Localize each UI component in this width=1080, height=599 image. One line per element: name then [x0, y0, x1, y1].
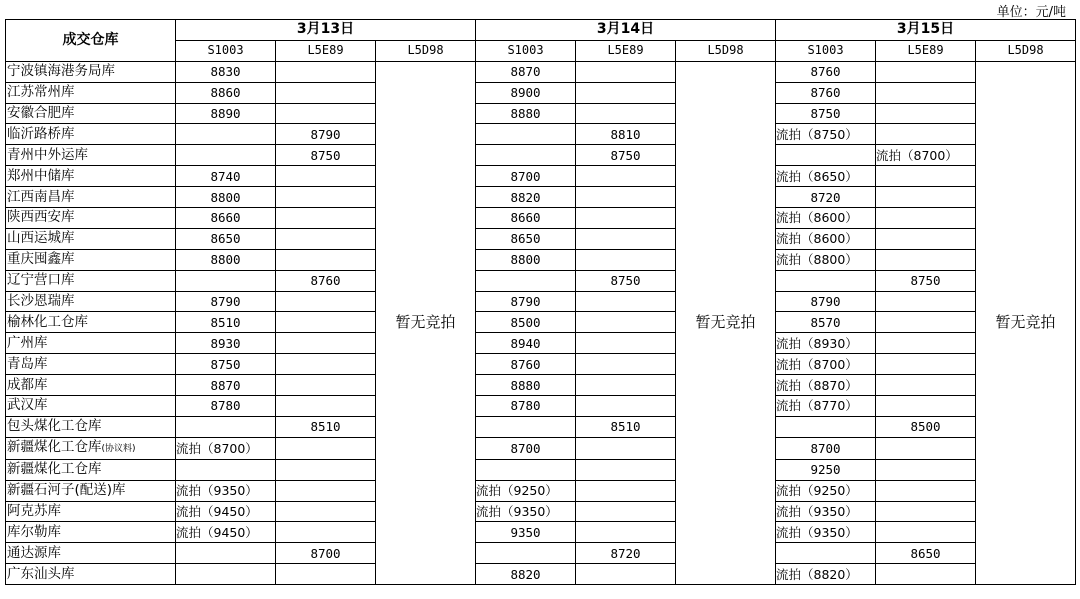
- table-row: [6, 291, 1076, 312]
- price-cell: 流拍（9350）: [176, 480, 276, 501]
- price-cell: [576, 166, 676, 187]
- price-cell: 8940: [476, 333, 576, 354]
- price-cell: [276, 375, 376, 396]
- table-row: [6, 312, 1076, 333]
- header-product: S1003: [476, 40, 576, 61]
- price-cell: [276, 564, 376, 585]
- warehouse-label: 包头煤化工仓库: [7, 418, 102, 435]
- price-cell: [876, 396, 976, 417]
- table-row: [6, 501, 1076, 522]
- price-cell: 流拍（9350）: [776, 522, 876, 543]
- price-cell: 8870: [476, 61, 576, 82]
- price-cell: 流拍（9350）: [776, 501, 876, 522]
- header-date-2: 3月14日: [476, 20, 776, 41]
- price-cell: [476, 145, 576, 166]
- warehouse-name: [6, 459, 176, 480]
- price-cell: 8750: [176, 354, 276, 375]
- price-cell: [876, 208, 976, 229]
- price-cell: [876, 187, 976, 208]
- price-cell: 8800: [476, 249, 576, 270]
- price-cell: 流拍（8600）: [776, 228, 876, 249]
- price-cell: [176, 124, 276, 145]
- price-cell: [876, 480, 976, 501]
- price-cell: 8860: [176, 82, 276, 103]
- warehouse-note: (协议料): [101, 443, 136, 454]
- price-cell: [576, 103, 676, 124]
- price-cell: 8500: [876, 416, 976, 437]
- price-cell: [876, 166, 976, 187]
- table-body: [6, 61, 1076, 584]
- price-cell: 8570: [776, 312, 876, 333]
- price-cell: 8510: [276, 416, 376, 437]
- header-product: L5D98: [976, 40, 1076, 61]
- unit-label: 单位：元/吨: [996, 5, 1066, 20]
- warehouse-name: [6, 333, 176, 354]
- warehouse-name: [6, 145, 176, 166]
- table-row: [6, 228, 1076, 249]
- warehouse-label: 江苏常州库: [7, 84, 75, 101]
- price-cell: 8900: [476, 82, 576, 103]
- price-cell: [876, 501, 976, 522]
- price-cell: [476, 124, 576, 145]
- price-cell: [276, 103, 376, 124]
- price-cell: 8880: [476, 103, 576, 124]
- warehouse-label: 山西运城库: [7, 230, 75, 247]
- price-cell: 8800: [176, 187, 276, 208]
- warehouse-name: [6, 208, 176, 229]
- price-cell: 8800: [176, 249, 276, 270]
- table-row: [6, 354, 1076, 375]
- price-cell: 流拍（8700）: [876, 145, 976, 166]
- header-warehouse: 成交仓库: [6, 20, 176, 62]
- price-cell: 流拍（9250）: [476, 480, 576, 501]
- warehouse-label: 广州库: [7, 334, 48, 351]
- price-cell: [876, 228, 976, 249]
- price-cell: [476, 543, 576, 564]
- price-cell: [276, 333, 376, 354]
- price-cell: [876, 124, 976, 145]
- warehouse-name: [6, 396, 176, 417]
- price-cell: [476, 416, 576, 437]
- price-cell: 流拍（8800）: [776, 249, 876, 270]
- price-cell: 8700: [476, 166, 576, 187]
- price-cell: 8750: [276, 145, 376, 166]
- price-cell: 8820: [476, 187, 576, 208]
- price-cell: 8760: [276, 270, 376, 291]
- price-cell: [276, 480, 376, 501]
- price-cell: 流拍（9450）: [176, 501, 276, 522]
- price-cell: [276, 459, 376, 480]
- price-cell: [276, 501, 376, 522]
- header-product: S1003: [176, 40, 276, 61]
- warehouse-name: [6, 166, 176, 187]
- warehouse-name: [6, 103, 176, 124]
- price-cell: [276, 208, 376, 229]
- table-row: [6, 333, 1076, 354]
- price-cell: 流拍（9450）: [176, 522, 276, 543]
- table-row: [6, 124, 1076, 145]
- warehouse-name: [6, 543, 176, 564]
- warehouse-name: [6, 124, 176, 145]
- price-cell: 8790: [176, 291, 276, 312]
- warehouse-label: 临沂路桥库: [7, 125, 75, 142]
- no-bid-cell: 暂无竞拍: [376, 61, 476, 584]
- price-cell: 流拍（8700）: [176, 437, 276, 459]
- price-cell: 8720: [776, 187, 876, 208]
- warehouse-label: 阿克苏库: [7, 503, 61, 520]
- price-cell: [476, 270, 576, 291]
- warehouse-name: [6, 522, 176, 543]
- table-row: [6, 437, 1076, 459]
- price-cell: [876, 375, 976, 396]
- price-cell: 8720: [576, 543, 676, 564]
- price-cell: 流拍（8700）: [776, 354, 876, 375]
- price-cell: [276, 187, 376, 208]
- warehouse-label: 武汉库: [7, 397, 48, 414]
- price-cell: [576, 480, 676, 501]
- price-cell: 8760: [776, 82, 876, 103]
- warehouse-name: [6, 375, 176, 396]
- price-cell: 8760: [476, 354, 576, 375]
- price-cell: 8700: [276, 543, 376, 564]
- warehouse-label: 安徽合肥库: [7, 105, 75, 121]
- price-cell: [776, 270, 876, 291]
- price-cell: 8510: [176, 312, 276, 333]
- table-row: [6, 480, 1076, 501]
- warehouse-name: [6, 501, 176, 522]
- price-cell: 8750: [876, 270, 976, 291]
- price-cell: 8510: [576, 416, 676, 437]
- warehouse-label: 青岛库: [7, 355, 48, 372]
- warehouse-label: 成都库: [7, 376, 48, 393]
- price-cell: 8880: [476, 375, 576, 396]
- price-cell: [576, 354, 676, 375]
- warehouse-label: 长沙恩瑞库: [7, 293, 75, 310]
- price-cell: 8650: [176, 228, 276, 249]
- price-cell: [276, 249, 376, 270]
- warehouse-name: [6, 312, 176, 333]
- price-cell: 8740: [176, 166, 276, 187]
- table-row: [6, 396, 1076, 417]
- warehouse-name: [6, 249, 176, 270]
- price-cell: [876, 103, 976, 124]
- price-cell: [876, 564, 976, 585]
- price-cell: 流拍（9350）: [476, 501, 576, 522]
- price-cell: [776, 416, 876, 437]
- price-cell: [576, 61, 676, 82]
- header-product: L5E89: [576, 40, 676, 61]
- table-row: [6, 208, 1076, 229]
- price-cell: [876, 61, 976, 82]
- price-cell: [276, 354, 376, 375]
- header-date-1: 3月13日: [176, 20, 476, 41]
- price-cell: [876, 333, 976, 354]
- warehouse-label: 江西南昌库: [7, 188, 75, 205]
- price-cell: [776, 543, 876, 564]
- header-product: L5E89: [276, 40, 376, 61]
- price-cell: 8890: [176, 103, 276, 124]
- price-cell: 8760: [776, 61, 876, 82]
- price-cell: 8650: [476, 228, 576, 249]
- no-bid-cell: 暂无竞拍: [976, 61, 1076, 584]
- header-product: L5E89: [876, 40, 976, 61]
- warehouse-label: 新疆煤化工仓库: [7, 461, 102, 478]
- table-row: [6, 166, 1076, 187]
- warehouse-label: 宁波镇海港务局库: [7, 63, 115, 80]
- price-cell: [576, 437, 676, 459]
- table-row: [6, 522, 1076, 543]
- price-cell: [876, 249, 976, 270]
- warehouse-name: [6, 416, 176, 437]
- price-cell: [576, 333, 676, 354]
- price-cell: [276, 396, 376, 417]
- table-row: [6, 543, 1076, 564]
- price-cell: [576, 228, 676, 249]
- table-row: [6, 187, 1076, 208]
- table-row: [6, 270, 1076, 291]
- price-cell: 8700: [476, 437, 576, 459]
- price-cell: 8750: [576, 145, 676, 166]
- warehouse-label: 通达源库: [7, 544, 61, 561]
- price-cell: 流拍（8600）: [776, 208, 876, 229]
- price-cell: 8790: [276, 124, 376, 145]
- warehouse-label: 新疆石河子(配送)库: [7, 482, 126, 499]
- header-product: L5D98: [376, 40, 476, 61]
- warehouse-name: [6, 228, 176, 249]
- price-cell: [576, 375, 676, 396]
- price-cell: [576, 82, 676, 103]
- price-cell: 流拍（8750）: [776, 124, 876, 145]
- warehouse-label: 重庆囤鑫库: [7, 251, 75, 268]
- table-row: [6, 82, 1076, 103]
- price-cell: [876, 459, 976, 480]
- price-cell: 流拍（8930）: [776, 333, 876, 354]
- table-row: [6, 375, 1076, 396]
- price-cell: [576, 396, 676, 417]
- price-cell: [876, 312, 976, 333]
- price-cell: 8660: [476, 208, 576, 229]
- price-cell: 流拍（9250）: [776, 480, 876, 501]
- price-cell: [876, 354, 976, 375]
- price-cell: [876, 291, 976, 312]
- price-cell: 流拍（8870）: [776, 375, 876, 396]
- price-cell: [276, 437, 376, 459]
- price-cell: [276, 228, 376, 249]
- price-cell: [576, 522, 676, 543]
- table-row: [6, 416, 1076, 437]
- price-cell: [176, 145, 276, 166]
- price-cell: [576, 249, 676, 270]
- warehouse-name: [6, 82, 176, 103]
- price-cell: [776, 145, 876, 166]
- price-cell: [576, 312, 676, 333]
- price-cell: 流拍（8770）: [776, 396, 876, 417]
- price-cell: [576, 459, 676, 480]
- price-cell: 8790: [476, 291, 576, 312]
- warehouse-label: 青州中外运库: [7, 146, 88, 163]
- price-cell: 8780: [176, 396, 276, 417]
- price-cell: 9250: [776, 459, 876, 480]
- price-cell: [276, 291, 376, 312]
- price-cell: 8790: [776, 291, 876, 312]
- price-cell: 流拍（8650）: [776, 166, 876, 187]
- no-bid-cell: 暂无竞拍: [676, 61, 776, 584]
- warehouse-name: [6, 354, 176, 375]
- price-cell: [276, 312, 376, 333]
- price-cell: 8820: [476, 564, 576, 585]
- table-row: [6, 459, 1076, 480]
- price-cell: [876, 522, 976, 543]
- price-cell: [176, 416, 276, 437]
- warehouse-label: 库尔勒库: [7, 523, 61, 540]
- price-cell: [276, 61, 376, 82]
- price-cell: 8870: [176, 375, 276, 396]
- warehouse-name: [6, 187, 176, 208]
- price-cell: 8500: [476, 312, 576, 333]
- price-cell: [876, 437, 976, 459]
- warehouse-name: [6, 291, 176, 312]
- warehouse-name: [6, 480, 176, 501]
- price-cell: [276, 166, 376, 187]
- price-cell: [276, 82, 376, 103]
- price-cell: [176, 543, 276, 564]
- table-row: [6, 61, 1076, 82]
- price-cell: [176, 270, 276, 291]
- table-row: [6, 103, 1076, 124]
- table-row: [6, 564, 1076, 585]
- warehouse-label: 榆林化工仓库: [7, 313, 88, 330]
- price-cell: 8650: [876, 543, 976, 564]
- price-cell: [276, 522, 376, 543]
- warehouse-label: 广东汕头库: [7, 565, 75, 582]
- price-cell: [176, 459, 276, 480]
- price-cell: [576, 208, 676, 229]
- warehouse-name: [6, 61, 176, 82]
- table-row: [6, 145, 1076, 166]
- price-cell: 8930: [176, 333, 276, 354]
- price-cell: 8780: [476, 396, 576, 417]
- header-product: L5D98: [676, 40, 776, 61]
- price-cell: [576, 187, 676, 208]
- price-cell: 8750: [776, 103, 876, 124]
- price-cell: [576, 501, 676, 522]
- warehouse-label: 郑州中储库: [7, 167, 75, 184]
- price-cell: 8830: [176, 61, 276, 82]
- header-date-3: 3月15日: [776, 20, 1076, 41]
- warehouse-label: 新疆煤化工仓库: [7, 438, 102, 455]
- price-cell: 9350: [476, 522, 576, 543]
- warehouse-name: [6, 270, 176, 291]
- warehouse-label: 辽宁营口库: [7, 272, 75, 289]
- header-product: S1003: [776, 40, 876, 61]
- price-cell: 8700: [776, 437, 876, 459]
- price-cell: 8660: [176, 208, 276, 229]
- warehouse-label: 陕西西安库: [7, 209, 75, 226]
- price-cell: 8810: [576, 124, 676, 145]
- table-row: [6, 249, 1076, 270]
- price-cell: 8750: [576, 270, 676, 291]
- warehouse-name: [6, 564, 176, 585]
- price-cell: 流拍（8820）: [776, 564, 876, 585]
- price-cell: [576, 291, 676, 312]
- auction-table: [5, 19, 1076, 585]
- price-cell: [876, 82, 976, 103]
- warehouse-name: [6, 437, 176, 459]
- price-cell: [476, 459, 576, 480]
- price-cell: [176, 564, 276, 585]
- price-cell: [576, 564, 676, 585]
